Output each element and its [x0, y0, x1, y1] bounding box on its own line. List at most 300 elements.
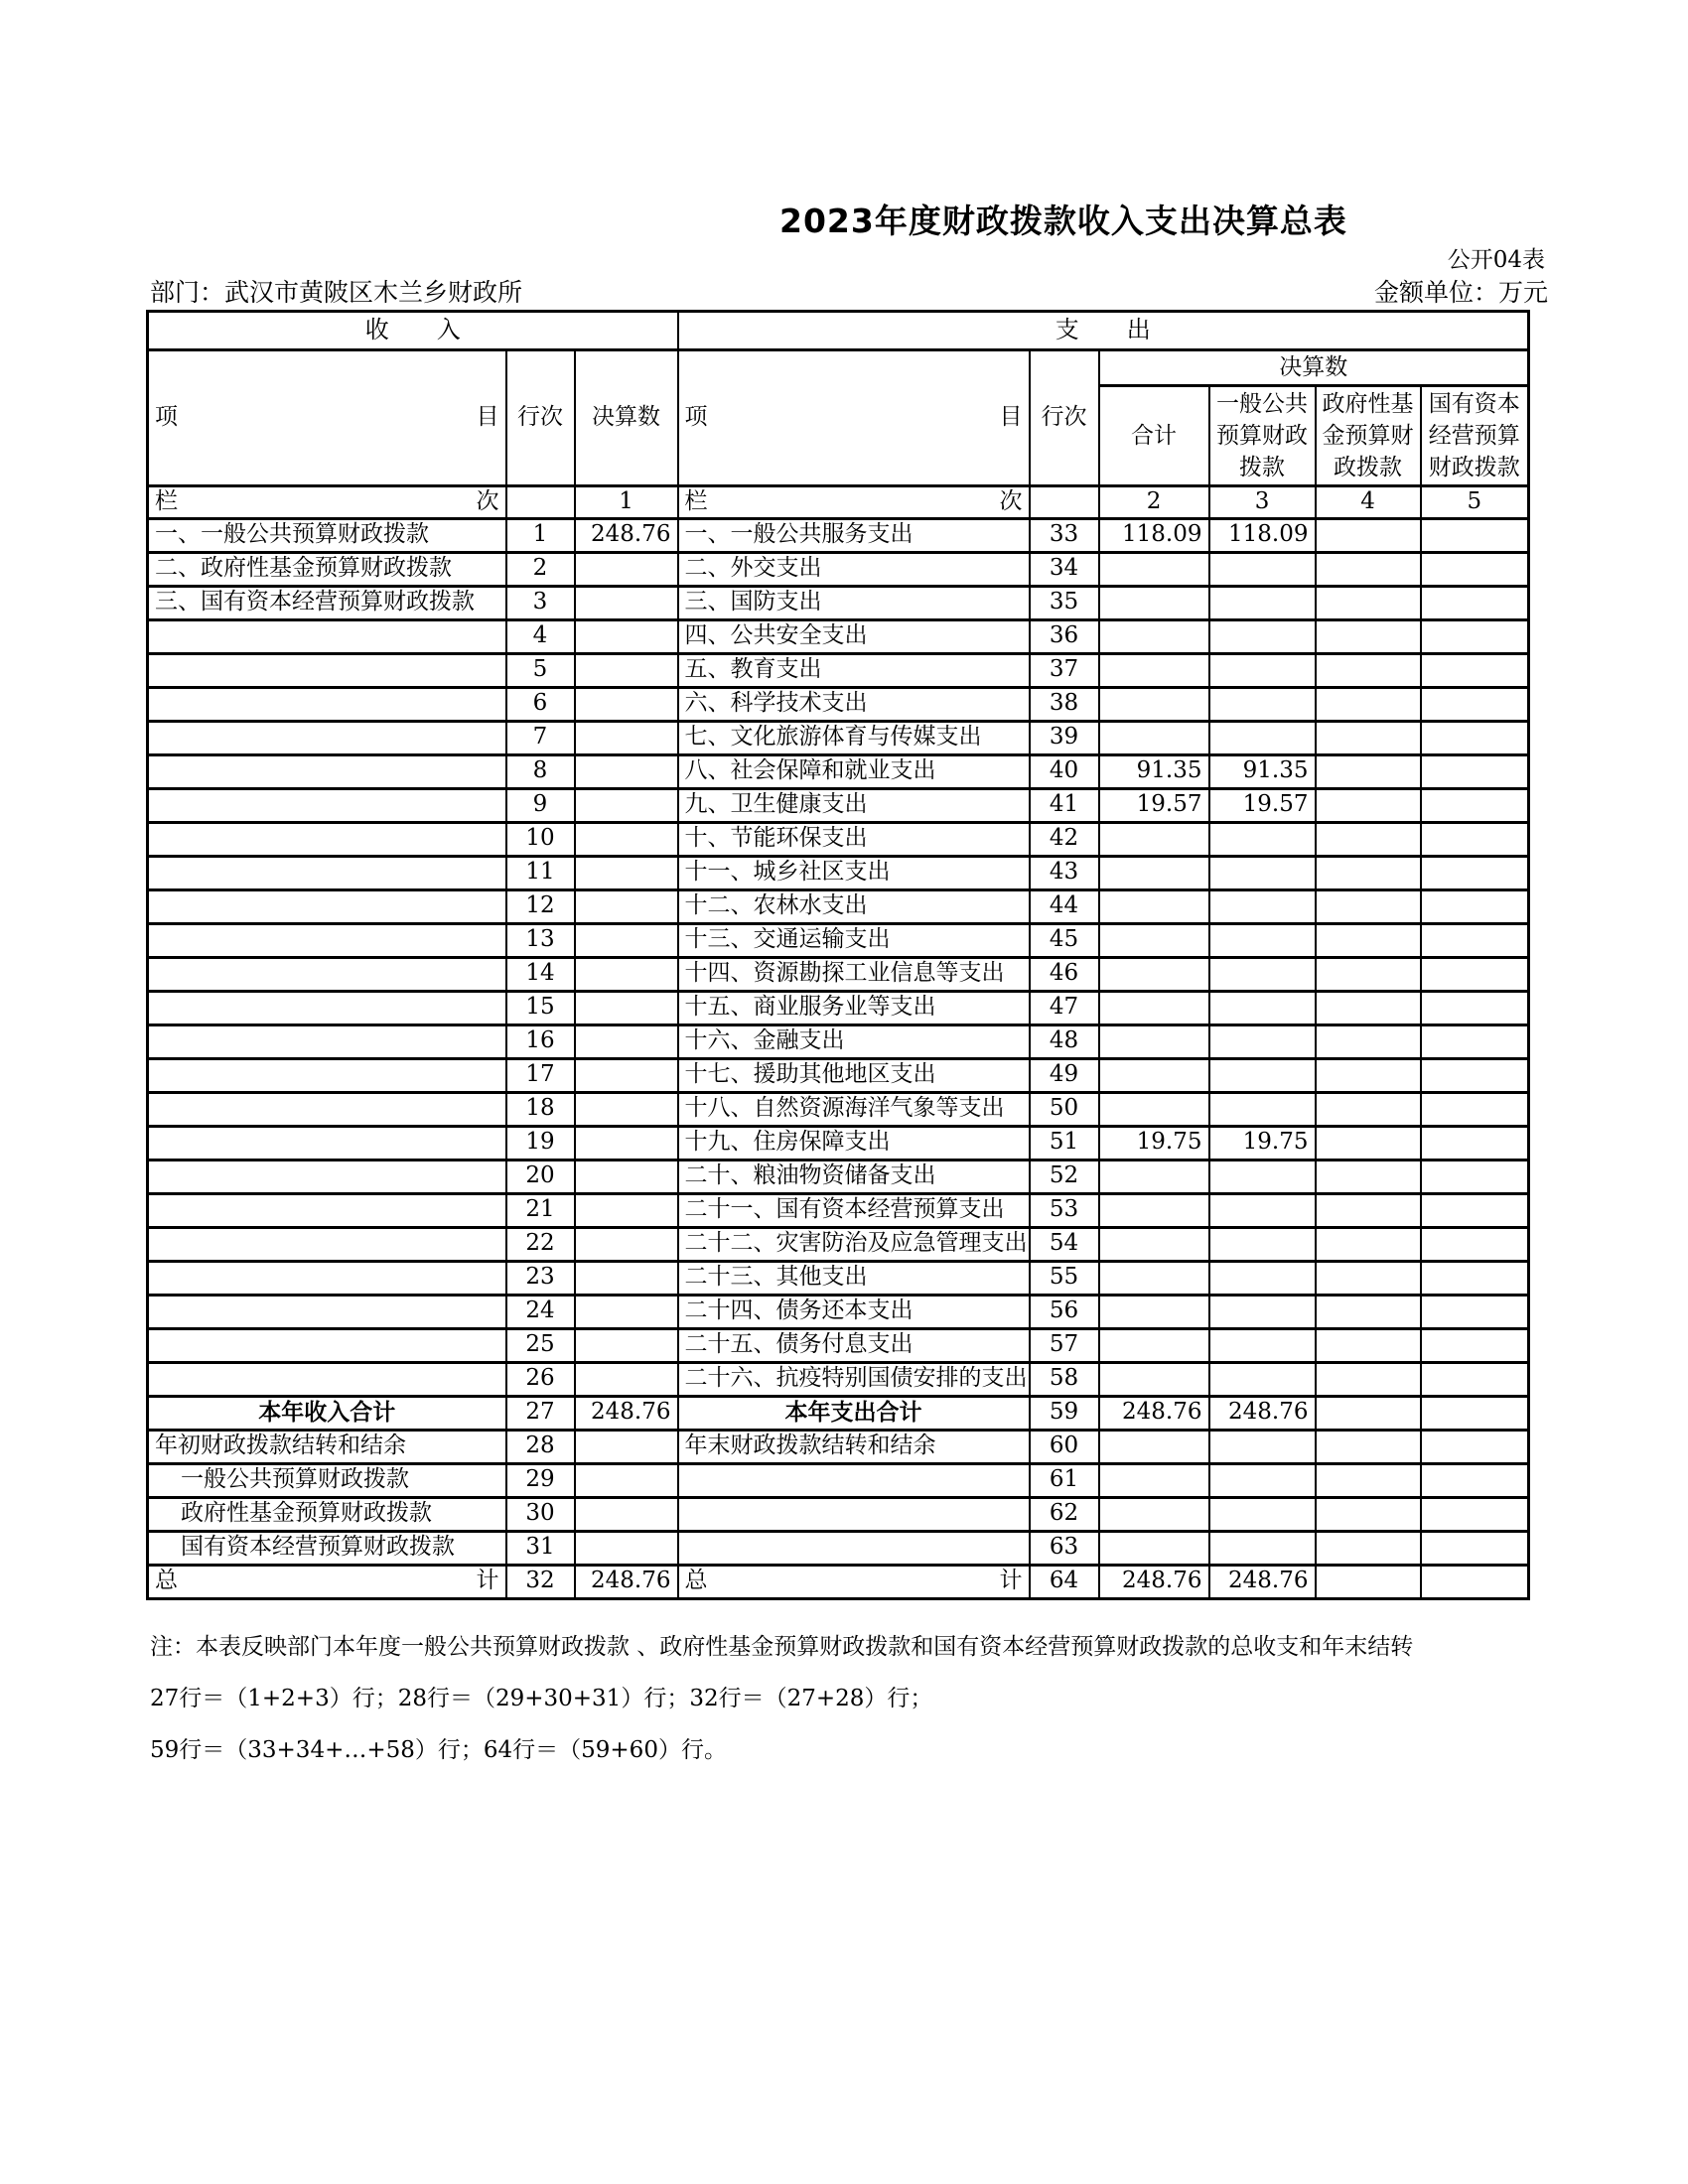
- income-amount-cell: 248.76: [575, 1396, 678, 1430]
- income-item-cell: 本年收入合计: [148, 1396, 506, 1430]
- department-line: 部门：武汉市黄陂区木兰乡财政所: [150, 278, 523, 307]
- income-rowno-cell: 19: [506, 1126, 575, 1160]
- exp-total-cell: [1099, 1024, 1209, 1058]
- exp-gov-fund-header: 政府性基金预算财政拨款: [1316, 386, 1421, 486]
- exp-general-budget-cell: [1209, 991, 1316, 1024]
- exp-state-capital-cell: [1421, 754, 1529, 788]
- exp-rowno-cell: 53: [1030, 1193, 1099, 1227]
- exp-gov-fund-cell: [1316, 653, 1421, 687]
- exp-gov-fund-cell: [1316, 687, 1421, 721]
- exp-general-budget-cell: [1209, 1362, 1316, 1396]
- income-rowno-cell: 4: [506, 619, 575, 653]
- exp-rowno-cell: 41: [1030, 788, 1099, 822]
- exp-item-cell: 本年支出合计: [678, 1396, 1030, 1430]
- exp-gov-fund-cell: [1316, 1126, 1421, 1160]
- table-row: [148, 619, 1529, 653]
- income-item-cell: [148, 1227, 506, 1261]
- exp-state-capital-cell: [1421, 1328, 1529, 1362]
- income-item-cell: [148, 1261, 506, 1295]
- exp-item-cell: [678, 1531, 1030, 1565]
- table-row: [148, 1328, 1529, 1362]
- exp-rowno-cell: 34: [1030, 552, 1099, 586]
- exp-item-cell: 二十二、灾害防治及应急管理支出: [678, 1227, 1030, 1261]
- exp-item-cell: 十九、住房保障支出: [678, 1126, 1030, 1160]
- exp-rowno-cell: 35: [1030, 586, 1099, 619]
- exp-total-cell: [1099, 1193, 1209, 1227]
- exp-state-capital-cell: [1421, 889, 1529, 923]
- income-rowno-cell: 16: [506, 1024, 575, 1058]
- exp-total-cell: [1099, 1160, 1209, 1193]
- exp-rowno-cell: 56: [1030, 1295, 1099, 1328]
- income-rowno-cell: 21: [506, 1193, 575, 1227]
- table-row: [148, 1193, 1529, 1227]
- exp-total-cell: [1099, 991, 1209, 1024]
- exp-state-capital-cell: [1421, 957, 1529, 991]
- exp-gov-fund-cell: [1316, 1227, 1421, 1261]
- exp-general-budget-cell: [1209, 1193, 1316, 1227]
- income-rowno-cell: 9: [506, 788, 575, 822]
- exp-gov-fund-cell: [1316, 1497, 1421, 1531]
- exp-general-budget-cell: [1209, 1160, 1316, 1193]
- income-amount-cell: [575, 1362, 678, 1396]
- exp-gov-fund-cell: [1316, 1463, 1421, 1497]
- income-rowno-cell: 27: [506, 1396, 575, 1430]
- exp-state-capital-cell: [1421, 923, 1529, 957]
- exp-state-capital-header: 国有资本经营预算财政拨款: [1421, 386, 1529, 486]
- income-amount-cell: [575, 1092, 678, 1126]
- table-row: [148, 586, 1529, 619]
- exp-state-capital-cell: [1421, 619, 1529, 653]
- income-rowno-cell: 20: [506, 1160, 575, 1193]
- exp-gov-fund-cell: [1316, 1362, 1421, 1396]
- income-amount-cell: [575, 586, 678, 619]
- exp-gov-fund-cell: [1316, 721, 1421, 754]
- table-row: [148, 754, 1529, 788]
- income-rowno-cell: 7: [506, 721, 575, 754]
- exp-general-budget-cell: [1209, 1058, 1316, 1092]
- exp-state-capital-cell: [1421, 856, 1529, 889]
- exp-gov-fund-cell: [1316, 586, 1421, 619]
- income-rowno-cell: 6: [506, 687, 575, 721]
- exp-column-label: 栏 次: [678, 486, 1030, 519]
- table-row: [148, 1024, 1529, 1058]
- income-amount-cell: [575, 957, 678, 991]
- income-item-cell: [148, 619, 506, 653]
- income-item-cell: [148, 1024, 506, 1058]
- exp-rowno-cell: 37: [1030, 653, 1099, 687]
- income-item-cell: [148, 721, 506, 754]
- exp-item-cell: 二十、粮油物资储备支出: [678, 1160, 1030, 1193]
- exp-general-budget-cell: [1209, 1092, 1316, 1126]
- exp-total-cell: [1099, 1463, 1209, 1497]
- income-item-cell: [148, 1295, 506, 1328]
- income-amount-header: 决算数: [575, 350, 678, 486]
- exp-rowno-cell: 52: [1030, 1160, 1099, 1193]
- exp-gov-fund-cell: [1316, 822, 1421, 856]
- income-rowno-cell: 23: [506, 1261, 575, 1295]
- exp-rowno-cell: 62: [1030, 1497, 1099, 1531]
- exp-general-budget-cell: [1209, 1531, 1316, 1565]
- exp-state-capital-cell: [1421, 687, 1529, 721]
- income-amount-cell: [575, 1497, 678, 1531]
- note-line-1: 注：本表反映部门本年度一般公共预算财政拨款 、政府性基金预算财政拨款和国有资本经营预算财政拨款的总收支和年末结转: [150, 1634, 1414, 1660]
- exp-item-cell: 二十四、债务还本支出: [678, 1295, 1030, 1328]
- exp-gov-fund-cell: [1316, 1058, 1421, 1092]
- exp-total-cell: [1099, 1227, 1209, 1261]
- exp-general-budget-cell: [1209, 957, 1316, 991]
- income-amount-cell: 248.76: [575, 1565, 678, 1598]
- income-rowno-cell: 24: [506, 1295, 575, 1328]
- exp-item-cell: 四、公共安全支出: [678, 619, 1030, 653]
- exp-item-header: 项 目: [678, 350, 1030, 486]
- income-amount-cell: [575, 721, 678, 754]
- exp-item-cell: 十八、自然资源海洋气象等支出: [678, 1092, 1030, 1126]
- income-rowno-cell: 22: [506, 1227, 575, 1261]
- exp-rowno-cell: 39: [1030, 721, 1099, 754]
- income-item-cell: [148, 822, 506, 856]
- exp-total-cell: 19.57: [1099, 788, 1209, 822]
- exp-item-cell: 六、科学技术支出: [678, 687, 1030, 721]
- income-amount-cell: [575, 1430, 678, 1463]
- exp-item-cell: 二十一、国有资本经营预算支出: [678, 1193, 1030, 1227]
- exp-total-cell: [1099, 1058, 1209, 1092]
- table-row: [148, 889, 1529, 923]
- exp-rowno-cell: 51: [1030, 1126, 1099, 1160]
- exp-total-cell: [1099, 1531, 1209, 1565]
- exp-general-budget-cell: 19.57: [1209, 788, 1316, 822]
- exp-general-budget-cell: [1209, 923, 1316, 957]
- income-rowno-cell: 14: [506, 957, 575, 991]
- income-amount-cell: [575, 1058, 678, 1092]
- exp-total-cell: [1099, 1362, 1209, 1396]
- exp-general-budget-cell: 248.76: [1209, 1396, 1316, 1430]
- exp-rowno-cell: 46: [1030, 957, 1099, 991]
- income-item-cell: [148, 1058, 506, 1092]
- expenditure-section-header: 支 出: [678, 312, 1529, 350]
- table-row: [148, 518, 1529, 552]
- income-amount-cell: [575, 889, 678, 923]
- exp-item-cell: [678, 1497, 1030, 1531]
- exp-general-budget-cell: [1209, 586, 1316, 619]
- exp-rowno-cell: 44: [1030, 889, 1099, 923]
- income-amount-cell: [575, 923, 678, 957]
- exp-state-capital-cell: [1421, 1295, 1529, 1328]
- table-row: [148, 1565, 1529, 1598]
- exp-state-capital-cell: [1421, 1497, 1529, 1531]
- exp-state-capital-cell: [1421, 1463, 1529, 1497]
- exp-item-cell: 七、文化旅游体育与传媒支出: [678, 721, 1030, 754]
- exp-rowno-cell: 47: [1030, 991, 1099, 1024]
- income-item-cell: [148, 1092, 506, 1126]
- income-amount-cell: [575, 619, 678, 653]
- income-rowno-cell: 26: [506, 1362, 575, 1396]
- exp-gov-fund-cell: [1316, 1024, 1421, 1058]
- exp-amount-group-header: 决算数: [1099, 350, 1529, 386]
- exp-general-budget-cell: [1209, 552, 1316, 586]
- table-row: [148, 552, 1529, 586]
- income-rowno-cell: 32: [506, 1565, 575, 1598]
- table-row: [148, 1261, 1529, 1295]
- table-row: [148, 1160, 1529, 1193]
- page-title: 2023年度财政拨款收入支出决算总表: [779, 202, 1347, 240]
- exp-general-budget-cell: [1209, 1497, 1316, 1531]
- income-amount-cell: [575, 653, 678, 687]
- exp-rowno-cell: 60: [1030, 1430, 1099, 1463]
- exp-gov-fund-cell: [1316, 1295, 1421, 1328]
- exp-general-budget-header: 一般公共预算财政拨款: [1209, 386, 1316, 486]
- note-line-2: 27行＝（1+2+3）行；28行＝（29+30+31）行；32行＝（27+28）行；: [150, 1686, 933, 1711]
- exp-rowno-cell: 36: [1030, 619, 1099, 653]
- exp-state-capital-cell: [1421, 586, 1529, 619]
- table-row: [148, 1531, 1529, 1565]
- exp-rowno-cell: 58: [1030, 1362, 1099, 1396]
- exp-state-capital-cell: [1421, 653, 1529, 687]
- form-number: 公开04表: [1447, 247, 1545, 273]
- income-rowno-blank: [506, 486, 575, 519]
- exp-general-budget-cell: [1209, 721, 1316, 754]
- exp-state-capital-cell: [1421, 1362, 1529, 1396]
- exp-state-capital-cell: [1421, 788, 1529, 822]
- exp-gov-fund-cell: [1316, 1160, 1421, 1193]
- table-row: [148, 822, 1529, 856]
- note-line-3: 59行＝（33+34+…+58）行；64行＝（59+60）行。: [150, 1737, 727, 1763]
- exp-gov-fund-cell: [1316, 619, 1421, 653]
- income-rowno-cell: 12: [506, 889, 575, 923]
- exp-item-cell: 十一、城乡社区支出: [678, 856, 1030, 889]
- exp-total-cell: 91.35: [1099, 754, 1209, 788]
- exp-total-cell: [1099, 1497, 1209, 1531]
- income-amount-cell: [575, 856, 678, 889]
- exp-state-capital-cell: [1421, 1126, 1529, 1160]
- col-num-2: 2: [1099, 486, 1209, 519]
- income-item-cell: [148, 653, 506, 687]
- exp-rowno-cell: 59: [1030, 1396, 1099, 1430]
- exp-general-budget-cell: [1209, 653, 1316, 687]
- exp-rowno-cell: 38: [1030, 687, 1099, 721]
- exp-total-cell: [1099, 1430, 1209, 1463]
- exp-gov-fund-cell: [1316, 1531, 1421, 1565]
- table-row: [148, 788, 1529, 822]
- exp-state-capital-cell: [1421, 991, 1529, 1024]
- table-row: [148, 687, 1529, 721]
- exp-total-cell: [1099, 687, 1209, 721]
- exp-general-budget-cell: [1209, 1463, 1316, 1497]
- income-amount-cell: 248.76: [575, 518, 678, 552]
- exp-state-capital-cell: [1421, 1396, 1529, 1430]
- income-rowno-cell: 31: [506, 1531, 575, 1565]
- exp-gov-fund-cell: [1316, 856, 1421, 889]
- income-item-cell: [148, 889, 506, 923]
- exp-item-cell: 十三、交通运输支出: [678, 923, 1030, 957]
- exp-total-header: 合计: [1099, 386, 1209, 486]
- exp-general-budget-cell: [1209, 1261, 1316, 1295]
- exp-gov-fund-cell: [1316, 552, 1421, 586]
- income-item-cell: [148, 991, 506, 1024]
- income-amount-cell: [575, 1328, 678, 1362]
- exp-item-cell: 十四、资源勘探工业信息等支出: [678, 957, 1030, 991]
- exp-rowno-blank: [1030, 486, 1099, 519]
- table-row: [148, 1362, 1529, 1396]
- income-rowno-cell: 29: [506, 1463, 575, 1497]
- income-item-cell: 政府性基金预算财政拨款: [148, 1497, 506, 1531]
- exp-total-cell: 248.76: [1099, 1565, 1209, 1598]
- exp-gov-fund-cell: [1316, 518, 1421, 552]
- exp-total-cell: [1099, 619, 1209, 653]
- exp-general-budget-cell: [1209, 856, 1316, 889]
- exp-item-cell: 十五、商业服务业等支出: [678, 991, 1030, 1024]
- exp-gov-fund-cell: [1316, 1430, 1421, 1463]
- income-rowno-cell: 18: [506, 1092, 575, 1126]
- col-num-1: 1: [575, 486, 678, 519]
- exp-general-budget-cell: [1209, 822, 1316, 856]
- col-num-4: 4: [1316, 486, 1421, 519]
- exp-item-cell: [678, 1463, 1030, 1497]
- table-row: [148, 1227, 1529, 1261]
- exp-total-cell: [1099, 653, 1209, 687]
- income-amount-cell: [575, 687, 678, 721]
- exp-state-capital-cell: [1421, 721, 1529, 754]
- exp-state-capital-cell: [1421, 822, 1529, 856]
- exp-item-cell: 二十六、抗疫特别国债安排的支出: [678, 1362, 1030, 1396]
- exp-total-cell: 118.09: [1099, 518, 1209, 552]
- exp-gov-fund-cell: [1316, 1565, 1421, 1598]
- budget-summary-table: [146, 310, 1530, 1600]
- exp-total-cell: [1099, 1092, 1209, 1126]
- exp-state-capital-cell: [1421, 1227, 1529, 1261]
- exp-total-cell: [1099, 1328, 1209, 1362]
- table-row: [148, 1396, 1529, 1430]
- exp-rowno-cell: 64: [1030, 1565, 1099, 1598]
- exp-general-budget-cell: 19.75: [1209, 1126, 1316, 1160]
- exp-state-capital-cell: [1421, 1531, 1529, 1565]
- exp-total-cell: [1099, 822, 1209, 856]
- exp-item-cell: 十六、金融支出: [678, 1024, 1030, 1058]
- income-rowno-cell: 15: [506, 991, 575, 1024]
- exp-state-capital-cell: [1421, 1261, 1529, 1295]
- income-amount-cell: [575, 1126, 678, 1160]
- exp-state-capital-cell: [1421, 1565, 1529, 1598]
- exp-state-capital-cell: [1421, 1092, 1529, 1126]
- income-amount-cell: [575, 991, 678, 1024]
- exp-general-budget-cell: 118.09: [1209, 518, 1316, 552]
- table-row: [148, 957, 1529, 991]
- exp-gov-fund-cell: [1316, 1328, 1421, 1362]
- exp-general-budget-cell: [1209, 619, 1316, 653]
- income-amount-cell: [575, 1531, 678, 1565]
- exp-rowno-cell: 40: [1030, 754, 1099, 788]
- income-item-cell: 二、政府性基金预算财政拨款: [148, 552, 506, 586]
- income-rowno-cell: 25: [506, 1328, 575, 1362]
- exp-rowno-cell: 50: [1030, 1092, 1099, 1126]
- exp-general-budget-cell: [1209, 1328, 1316, 1362]
- exp-state-capital-cell: [1421, 1430, 1529, 1463]
- exp-item-cell: 五、教育支出: [678, 653, 1030, 687]
- exp-general-budget-cell: [1209, 687, 1316, 721]
- exp-state-capital-cell: [1421, 552, 1529, 586]
- exp-general-budget-cell: 248.76: [1209, 1565, 1316, 1598]
- exp-gov-fund-cell: [1316, 788, 1421, 822]
- amount-unit-line: 金额单位：万元: [1373, 278, 1548, 307]
- exp-gov-fund-cell: [1316, 957, 1421, 991]
- exp-item-cell: 十七、援助其他地区支出: [678, 1058, 1030, 1092]
- table-header: [148, 312, 1529, 519]
- exp-total-cell: [1099, 957, 1209, 991]
- exp-gov-fund-cell: [1316, 923, 1421, 957]
- income-item-cell: 国有资本经营预算财政拨款: [148, 1531, 506, 1565]
- exp-rowno-header: 行次: [1030, 350, 1099, 486]
- table-body: [148, 518, 1529, 1598]
- income-item-cell: 三、国有资本经营预算财政拨款: [148, 586, 506, 619]
- exp-rowno-cell: 57: [1030, 1328, 1099, 1362]
- exp-general-budget-cell: 91.35: [1209, 754, 1316, 788]
- exp-state-capital-cell: [1421, 1160, 1529, 1193]
- income-rowno-header: 行次: [506, 350, 575, 486]
- exp-general-budget-cell: [1209, 1295, 1316, 1328]
- income-item-cell: [148, 957, 506, 991]
- exp-total-cell: [1099, 923, 1209, 957]
- exp-state-capital-cell: [1421, 1024, 1529, 1058]
- exp-state-capital-cell: [1421, 1058, 1529, 1092]
- income-item-cell: [148, 856, 506, 889]
- income-amount-cell: [575, 1193, 678, 1227]
- table-row: [148, 653, 1529, 687]
- exp-general-budget-cell: [1209, 1430, 1316, 1463]
- exp-item-cell: 二十五、债务付息支出: [678, 1328, 1030, 1362]
- income-rowno-cell: 10: [506, 822, 575, 856]
- income-item-cell: [148, 1328, 506, 1362]
- exp-item-cell: 二十三、其他支出: [678, 1261, 1030, 1295]
- income-amount-cell: [575, 1463, 678, 1497]
- income-rowno-cell: 8: [506, 754, 575, 788]
- income-item-cell: [148, 1193, 506, 1227]
- exp-item-cell: 一、一般公共服务支出: [678, 518, 1030, 552]
- exp-gov-fund-cell: [1316, 991, 1421, 1024]
- table-row: [148, 1497, 1529, 1531]
- income-item-cell: 一、一般公共预算财政拨款: [148, 518, 506, 552]
- income-amount-cell: [575, 552, 678, 586]
- exp-general-budget-cell: [1209, 1024, 1316, 1058]
- income-item-cell: [148, 754, 506, 788]
- exp-rowno-cell: 61: [1030, 1463, 1099, 1497]
- exp-gov-fund-cell: [1316, 1396, 1421, 1430]
- exp-rowno-cell: 43: [1030, 856, 1099, 889]
- income-item-cell: 年初财政拨款结转和结余: [148, 1430, 506, 1463]
- exp-gov-fund-cell: [1316, 1193, 1421, 1227]
- exp-total-cell: [1099, 1261, 1209, 1295]
- income-amount-cell: [575, 1024, 678, 1058]
- exp-total-cell: [1099, 889, 1209, 923]
- exp-rowno-cell: 54: [1030, 1227, 1099, 1261]
- exp-total-cell: 19.75: [1099, 1126, 1209, 1160]
- income-rowno-cell: 2: [506, 552, 575, 586]
- income-rowno-cell: 5: [506, 653, 575, 687]
- income-section-header: 收 入: [148, 312, 678, 350]
- col-num-3: 3: [1209, 486, 1316, 519]
- income-amount-cell: [575, 1227, 678, 1261]
- income-amount-cell: [575, 1295, 678, 1328]
- exp-total-cell: 248.76: [1099, 1396, 1209, 1430]
- table-row: [148, 1092, 1529, 1126]
- footnotes: [150, 1628, 1413, 1783]
- exp-total-cell: [1099, 1295, 1209, 1328]
- income-rowno-cell: 1: [506, 518, 575, 552]
- income-item-cell: [148, 923, 506, 957]
- income-rowno-cell: 28: [506, 1430, 575, 1463]
- table-row: [148, 1463, 1529, 1497]
- table-row: [148, 1430, 1529, 1463]
- table-row: [148, 1058, 1529, 1092]
- exp-rowno-cell: 49: [1030, 1058, 1099, 1092]
